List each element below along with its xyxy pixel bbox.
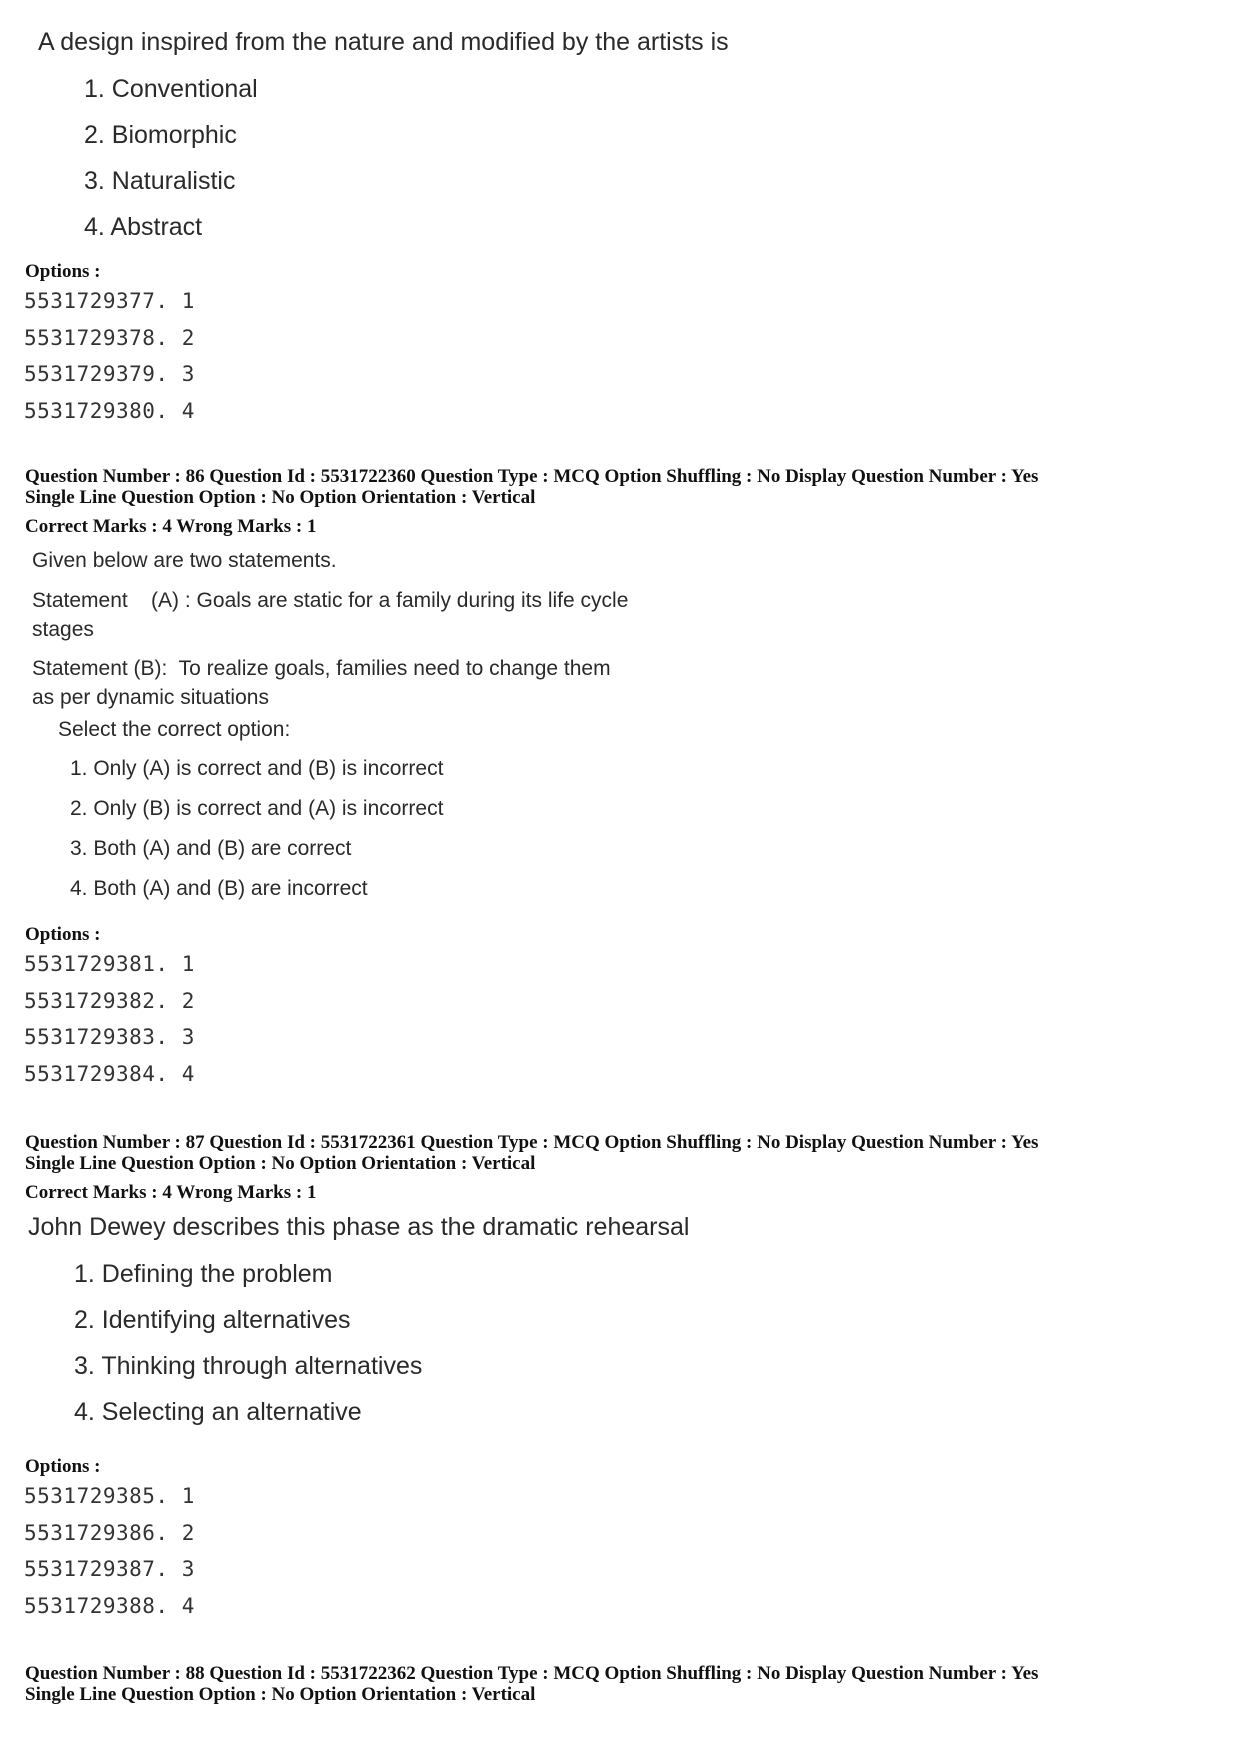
question-meta-line-1: Question Number : 86 Question Id : 5531722360 Question Type : MCQ Option Shuffling : No Display Question Number : Yes [25,466,1039,487]
option-code: 5531729377. 1 [24,289,195,313]
instruction: Select the correct option: [58,718,291,741]
question-marks: Correct Marks : 4 Wrong Marks : 1 [25,516,317,537]
statement-a-cont: stages [32,618,94,641]
options-label: Options : [25,1456,101,1477]
question-intro: Given below are two statements. [32,549,337,572]
question-87-image [0,1206,760,1431]
option-code: 5531729382. 2 [24,989,195,1013]
question-stem: A design inspired from the nature and modified by the artists is [38,28,729,56]
option-code: 5531729378. 2 [24,326,195,350]
choice-4: 4. Abstract [84,213,203,241]
question-stem: John Dewey describes this phase as the dramatic rehearsal [28,1213,690,1241]
choice-2: 2. Biomorphic [84,121,237,149]
choice-1: 1. Only (A) is correct and (B) is incorrect [70,757,444,780]
choice-3: 3. Thinking through alternatives [74,1352,423,1380]
statement-b: Statement (B): To realize goals, families need to change them [32,657,611,680]
question-86-image [0,540,720,910]
option-code: 5531729383. 3 [24,1025,195,1049]
option-code: 5531729386. 2 [24,1521,195,1545]
option-code: 5531729387. 3 [24,1557,195,1581]
question-meta-line-2: Single Line Question Option : No Option Orientation : Vertical [25,1153,536,1174]
statement-b-cont: as per dynamic situations [32,686,269,709]
option-code: 5531729380. 4 [24,399,195,423]
question-meta-line-1: Question Number : 88 Question Id : 5531722362 Question Type : MCQ Option Shuffling : No Display Question Number : Yes [25,1663,1039,1684]
question-85-image [0,0,800,250]
option-code: 5531729384. 4 [24,1062,195,1086]
choice-2: 2. Only (B) is correct and (A) is incorrect [70,797,444,820]
choice-3: 3. Both (A) and (B) are correct [70,837,352,860]
choice-1: 1. Conventional [84,75,258,103]
choice-4: 4. Both (A) and (B) are incorrect [70,877,368,900]
question-marks: Correct Marks : 4 Wrong Marks : 1 [25,1182,317,1203]
option-code: 5531729381. 1 [24,952,195,976]
option-code: 5531729385. 1 [24,1484,195,1508]
question-meta-line-1: Question Number : 87 Question Id : 5531722361 Question Type : MCQ Option Shuffling : No Display Question Number : Yes [25,1132,1039,1153]
choice-3: 3. Naturalistic [84,167,236,195]
choice-1: 1. Defining the problem [74,1260,333,1288]
statement-a: Statement (A) : Goals are static for a family during its life cycle [32,589,629,612]
choice-4: 4. Selecting an alternative [74,1398,362,1426]
question-meta-line-2: Single Line Question Option : No Option Orientation : Vertical [25,1684,536,1705]
option-code: 5531729379. 3 [24,362,195,386]
options-label: Options : [25,924,101,945]
option-code: 5531729388. 4 [24,1594,195,1618]
options-label: Options : [25,261,101,282]
question-meta-line-2: Single Line Question Option : No Option Orientation : Vertical [25,487,536,508]
choice-2: 2. Identifying alternatives [74,1306,351,1334]
